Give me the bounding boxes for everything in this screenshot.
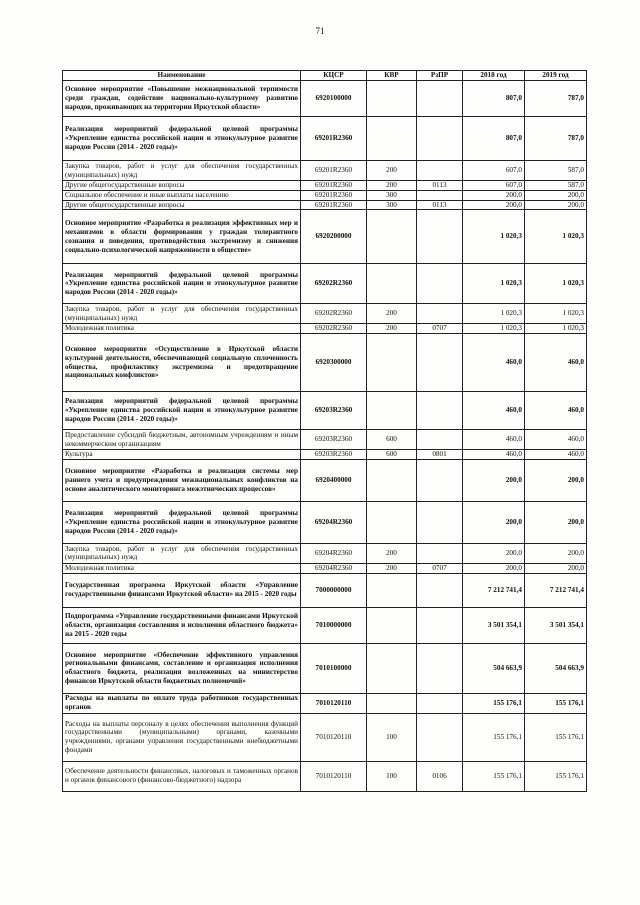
cell-rzpr: 0707 — [417, 324, 463, 334]
cell-kvr — [367, 334, 417, 392]
cell-kcsr: 69201R2360 — [301, 190, 367, 200]
cell-kcsr: 69203R2360 — [301, 450, 367, 460]
cell-2018: 1 020,3 — [463, 304, 525, 324]
table-row — [63, 81, 587, 117]
cell-rzpr — [417, 643, 463, 693]
cell-rzpr — [417, 304, 463, 324]
cell-kvr — [367, 264, 417, 304]
table-row — [63, 392, 587, 430]
cell-kvr — [367, 459, 417, 501]
cell-kvr — [367, 81, 417, 117]
cell-2018: 1 020,3 — [463, 264, 525, 304]
cell-rzpr — [417, 430, 463, 450]
cell-kcsr: 69204R2360 — [301, 543, 367, 563]
cell-2018: 200,0 — [463, 200, 525, 210]
cell-kvr — [367, 117, 417, 161]
cell-rzpr — [417, 210, 463, 264]
cell-2018: 607,0 — [463, 161, 525, 181]
cell-rzpr — [417, 264, 463, 304]
cell-2018: 504 663,9 — [463, 643, 525, 693]
cell-name: Предоставление субсидий бюджетным, автономным учреждениям и иным некоммерческим организациям — [63, 430, 301, 450]
cell-kcsr: 6920100000 — [301, 81, 367, 117]
cell-2018: 807,0 — [463, 81, 525, 117]
cell-kcsr: 69201R2360 — [301, 117, 367, 161]
header-name: Наименование — [63, 71, 301, 81]
cell-2018: 460,0 — [463, 430, 525, 450]
cell-2018: 3 501 354,1 — [463, 607, 525, 643]
cell-kcsr: 7010120110 — [301, 713, 367, 761]
cell-2018: 1 020,3 — [463, 324, 525, 334]
cell-kcsr: 69203R2360 — [301, 430, 367, 450]
cell-name: Закупка товаров, работ и услуг для обеспечения государственных (муниципальных) нужд — [63, 304, 301, 324]
cell-2019: 200,0 — [525, 563, 587, 573]
cell-2019: 155 176,1 — [525, 693, 587, 713]
cell-2018: 155 176,1 — [463, 693, 525, 713]
cell-kcsr: 69203R2360 — [301, 392, 367, 430]
cell-rzpr — [417, 161, 463, 181]
cell-rzpr: 0113 — [417, 181, 463, 191]
cell-rzpr — [417, 334, 463, 392]
table-row — [63, 161, 587, 181]
header-kcsr: КЦСР — [301, 71, 367, 81]
table-row — [63, 607, 587, 643]
cell-2018: 200,0 — [463, 543, 525, 563]
cell-kcsr: 6920400000 — [301, 459, 367, 501]
cell-rzpr — [417, 693, 463, 713]
cell-kcsr: 7010100000 — [301, 643, 367, 693]
cell-rzpr — [417, 573, 463, 607]
cell-2019: 200,0 — [525, 543, 587, 563]
cell-rzpr — [417, 713, 463, 761]
table-row — [63, 117, 587, 161]
table-row — [63, 190, 587, 200]
cell-2018: 200,0 — [463, 190, 525, 200]
cell-kvr: 600 — [367, 450, 417, 460]
table-row — [63, 563, 587, 573]
table-row — [63, 459, 587, 501]
cell-2018: 807,0 — [463, 117, 525, 161]
cell-name: Закупка товаров, работ и услуг для обеспечения государственных (муниципальных) нужд — [63, 543, 301, 563]
cell-2019: 460,0 — [525, 334, 587, 392]
cell-2019: 587,0 — [525, 161, 587, 181]
header-rzpr: РзПР — [417, 71, 463, 81]
cell-kvr: 600 — [367, 430, 417, 450]
cell-2019: 7 212 741,4 — [525, 573, 587, 607]
cell-name: Реализация мероприятий федеральной целевой программы «Укрепление единства российской нации и этнокультурное развитие народов России (2014 - 2020 годы)» — [63, 392, 301, 430]
cell-kcsr: 7010000000 — [301, 607, 367, 643]
table-row — [63, 200, 587, 210]
table-row — [63, 324, 587, 334]
cell-name: Другие общегосударственные вопросы — [63, 181, 301, 191]
table-row — [63, 713, 587, 761]
cell-2019: 787,0 — [525, 81, 587, 117]
cell-2018: 155 176,1 — [463, 713, 525, 761]
cell-kcsr: 7000000000 — [301, 573, 367, 607]
cell-2019: 460,0 — [525, 450, 587, 460]
cell-2019: 460,0 — [525, 430, 587, 450]
cell-rzpr — [417, 392, 463, 430]
cell-2018: 200,0 — [463, 563, 525, 573]
cell-kcsr: 69201R2360 — [301, 161, 367, 181]
cell-2019: 460,0 — [525, 392, 587, 430]
cell-kvr — [367, 607, 417, 643]
cell-rzpr: 0707 — [417, 563, 463, 573]
cell-2018: 607,0 — [463, 181, 525, 191]
cell-kvr — [367, 573, 417, 607]
cell-name: Основное мероприятие «Разработка и реализация эффективных мер и механизмов в области формирования у граждан толерантного сознания и поведения, противодействия экстремизму и снижения социально-психологической напряженности в обществе» — [63, 210, 301, 264]
cell-name: Основное мероприятие «Осуществление в Иркутской области культурной деятельности, обеспечивающей социальную сплоченность общества, профилактику экстремизма и предотвращение национальных конфликтов» — [63, 334, 301, 392]
cell-kcsr: 69204R2360 — [301, 501, 367, 543]
cell-kcsr: 69201R2360 — [301, 200, 367, 210]
page-number: 71 — [315, 26, 325, 36]
cell-kcsr: 6920200000 — [301, 210, 367, 264]
table-row — [63, 210, 587, 264]
cell-rzpr — [417, 459, 463, 501]
table-row — [63, 693, 587, 713]
cell-kvr: 100 — [367, 713, 417, 761]
cell-kvr — [367, 392, 417, 430]
table-row — [63, 430, 587, 450]
cell-2019: 1 020,3 — [525, 264, 587, 304]
table-row — [63, 264, 587, 304]
cell-2019: 504 663,9 — [525, 643, 587, 693]
cell-kvr — [367, 643, 417, 693]
table-row — [63, 334, 587, 392]
table-row — [63, 450, 587, 460]
cell-name: Закупка товаров, работ и услуг для обеспечения государственных (муниципальных) нужд — [63, 161, 301, 181]
cell-name: Расходы на выплаты по оплате труда работников государственных органов — [63, 693, 301, 713]
cell-kcsr: 69201R2360 — [301, 181, 367, 191]
cell-rzpr — [417, 607, 463, 643]
cell-rzpr — [417, 81, 463, 117]
cell-kvr: 300 — [367, 200, 417, 210]
budget-table — [62, 70, 587, 792]
header-kvr: КВР — [367, 71, 417, 81]
cell-name: Молодежная политика — [63, 563, 301, 573]
cell-name: Обеспечение деятельности финансовых, налоговых и таможенных органов и органов финансового (финансово-бюджетного) надзора — [63, 761, 301, 791]
cell-kvr — [367, 501, 417, 543]
cell-kvr — [367, 210, 417, 264]
cell-2019: 1 020,3 — [525, 324, 587, 334]
cell-kvr: 200 — [367, 181, 417, 191]
table-header-row — [63, 71, 587, 81]
cell-kvr: 200 — [367, 543, 417, 563]
cell-rzpr — [417, 190, 463, 200]
cell-2018: 200,0 — [463, 501, 525, 543]
cell-kcsr: 6920300000 — [301, 334, 367, 392]
cell-2019: 200,0 — [525, 190, 587, 200]
cell-name: Реализация мероприятий федеральной целевой программы «Укрепление единства российской нации и этнокультурное развитие народов России (2014 - 2020 годы)» — [63, 501, 301, 543]
cell-kcsr: 69202R2360 — [301, 264, 367, 304]
cell-kvr: 200 — [367, 304, 417, 324]
cell-2018: 7 212 741,4 — [463, 573, 525, 607]
cell-2019: 155 176,1 — [525, 761, 587, 791]
cell-name: Реализация мероприятий федеральной целевой программы «Укрепление единства российской нации и этнокультурное развитие народов России (2014 - 2020 годы)» — [63, 264, 301, 304]
cell-kvr: 200 — [367, 324, 417, 334]
cell-2018: 460,0 — [463, 334, 525, 392]
cell-name: Социальное обеспечение и иные выплаты населению — [63, 190, 301, 200]
cell-name: Другие общегосударственные вопросы — [63, 200, 301, 210]
cell-2019: 155 176,1 — [525, 713, 587, 761]
cell-2019: 587,0 — [525, 181, 587, 191]
cell-kcsr: 7010120110 — [301, 761, 367, 791]
cell-kvr — [367, 693, 417, 713]
cell-2019: 200,0 — [525, 501, 587, 543]
cell-name: Основное мероприятие «Повышение межнациональной терпимости среди граждан, содействие национально-культурному развитию народов, проживающих на территории Иркутской области» — [63, 81, 301, 117]
cell-name: Государственная программа Иркутской области «Управление государственными финансами Иркутской области» на 2015 - 2020 годы — [63, 573, 301, 607]
cell-name: Реализация мероприятий федеральной целевой программы «Укрепление единства российской нации и этнокультурное развитие народов России (2014 - 2020 годы)» — [63, 117, 301, 161]
cell-2019: 3 501 354,1 — [525, 607, 587, 643]
cell-kcsr: 7010120110 — [301, 693, 367, 713]
cell-name: Основное мероприятие «Разработка и реализация системы мер раннего учета и предупреждения межнациональных конфликтов на основе аналитического мониторинга межэтнических процессов» — [63, 459, 301, 501]
table-row — [63, 761, 587, 791]
cell-kcsr: 69202R2360 — [301, 324, 367, 334]
cell-rzpr — [417, 117, 463, 161]
table-row — [63, 501, 587, 543]
cell-rzpr — [417, 543, 463, 563]
header-2019: 2019 год — [525, 71, 587, 81]
cell-kcsr: 69204R2360 — [301, 563, 367, 573]
cell-name: Молодежная политика — [63, 324, 301, 334]
cell-2018: 200,0 — [463, 459, 525, 501]
cell-rzpr: 0113 — [417, 200, 463, 210]
cell-name: Культура — [63, 450, 301, 460]
cell-2018: 460,0 — [463, 392, 525, 430]
cell-rzpr: 0801 — [417, 450, 463, 460]
cell-kvr: 200 — [367, 563, 417, 573]
cell-2019: 200,0 — [525, 459, 587, 501]
cell-kvr: 200 — [367, 161, 417, 181]
table-row — [63, 543, 587, 563]
table-row — [63, 643, 587, 693]
cell-2019: 787,0 — [525, 117, 587, 161]
cell-kvr: 300 — [367, 190, 417, 200]
header-2018: 2018 год — [463, 71, 525, 81]
table-row — [63, 573, 587, 607]
cell-name: Основное мероприятие «Обеспечение эффективного управления региональными финансами, составление и организация исполнения областного бюджета, реализация возложенных на министерство финансов Иркутской области бюджетных полномочий» — [63, 643, 301, 693]
cell-kvr: 100 — [367, 761, 417, 791]
cell-name: Расходы на выплаты персоналу в целях обеспечения выполнения функций государственными (муниципальными) органами, казенными учреждениями, органами управления государственными внебюджетными фондами — [63, 713, 301, 761]
cell-name: Подпрограмма «Управление государственными финансами Иркутской области, организация составления и исполнения областного бюджета» на 2015 - 2020 годы — [63, 607, 301, 643]
table-row — [63, 304, 587, 324]
cell-2019: 1 020,3 — [525, 304, 587, 324]
cell-kcsr: 69202R2360 — [301, 304, 367, 324]
cell-2018: 1 020,3 — [463, 210, 525, 264]
cell-2019: 200,0 — [525, 200, 587, 210]
cell-rzpr: 0106 — [417, 761, 463, 791]
cell-rzpr — [417, 501, 463, 543]
cell-2019: 1 020,3 — [525, 210, 587, 264]
table-row — [63, 181, 587, 191]
cell-2018: 155 176,1 — [463, 761, 525, 791]
cell-2018: 460,0 — [463, 450, 525, 460]
